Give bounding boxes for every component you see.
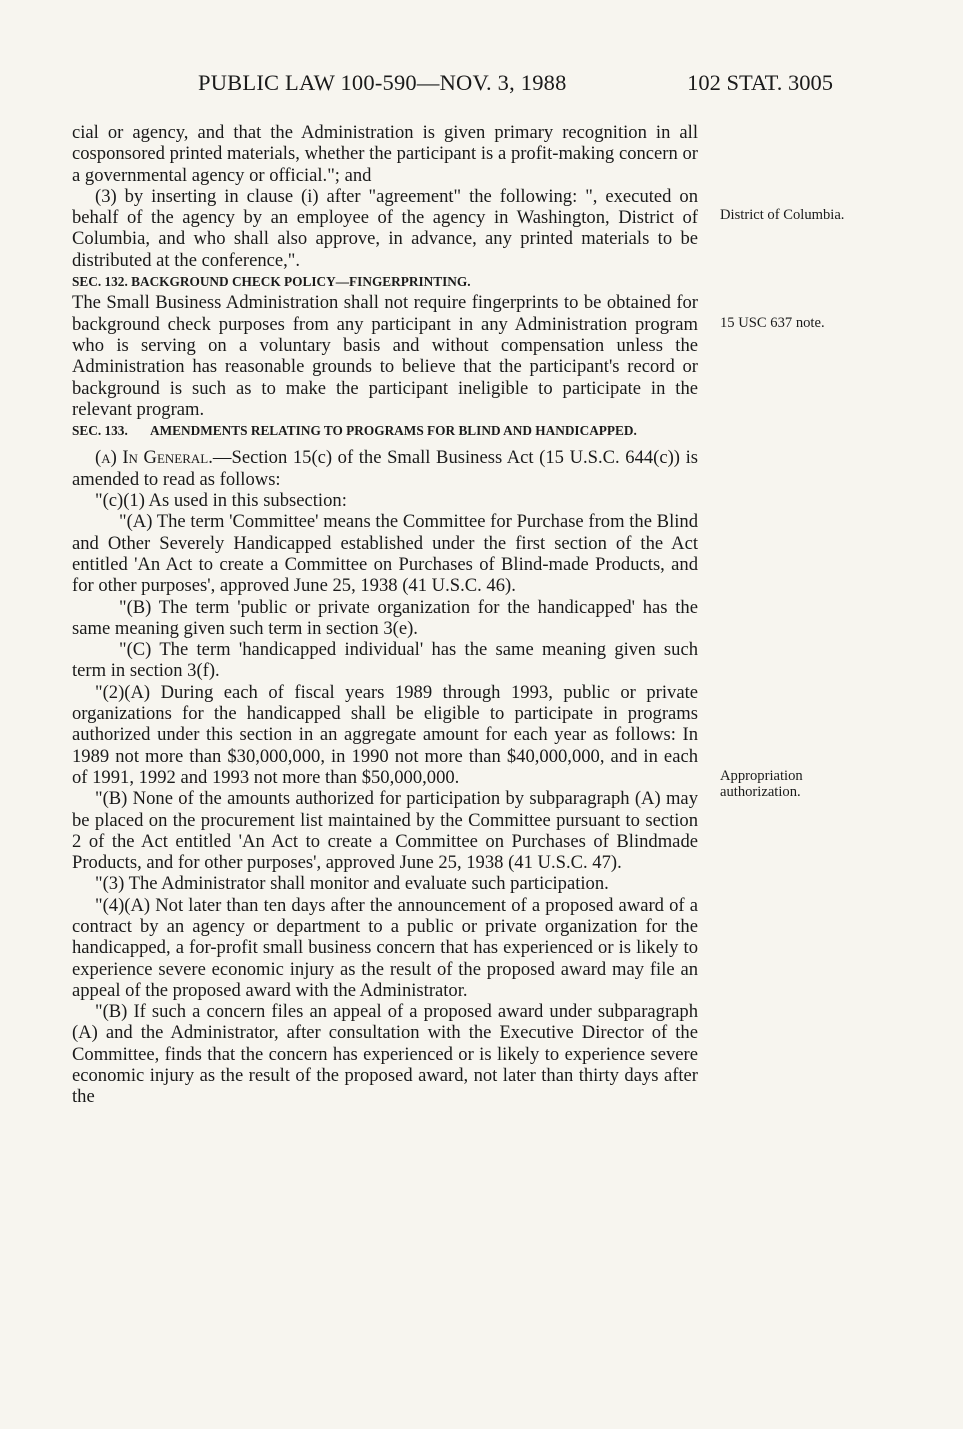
page-header	[0, 70, 963, 106]
section-heading-133	[72, 420, 698, 441]
main-text	[72, 122, 698, 1108]
header-title: PUBLIC LAW 100-590—NOV. 3, 1988	[198, 70, 567, 95]
subsection-heading: (a) In General.	[95, 447, 213, 469]
header-stat-page: 102 STAT. 3005	[687, 70, 833, 95]
paragraph-c4-b: "(B) If such a concern files an appeal of a proposed award under subparagraph (A) and the Administrator, after consultation with the Executive Director of the Committee, finds that the concern has experienced or is likely to experience severe economic injury as the result of the proposed award, not later than thirty days after the	[72, 1001, 698, 1108]
paragraph-c2-b: "(B) None of the amounts authorized for participation by subparagraph (A) may be placed on the procurement list maintained by the Committee pursuant to section 2 of the Act entitled 'An Act to create a Committee on Purchases of Blindmade Products, and for other purposes', approved June 25, 1938 (41 U.S.C. 47).	[72, 788, 698, 874]
margin-note-district: District of Columbia.	[720, 207, 845, 223]
margin-note-appropriation: Appropriation authorization.	[720, 768, 803, 801]
paragraph-c1: "(c)(1) As used in this subsection:	[95, 490, 347, 512]
margin-note-usc: 15 USC 637 note.	[720, 315, 825, 331]
section-title-133: AMENDMENTS RELATING TO PROGRAMS FOR BLIND AND HANDICAPPED.	[150, 423, 637, 439]
paragraph-continuation: cial or agency, and that the Administration is given primary recognition in all cosponsored printed materials, whether the participant is a profit-making concern or a governmental agency or official."; and	[72, 122, 698, 186]
paragraph-c1-a: "(A) The term 'Committee' means the Committee for Purchase from the Blind and Other Severely Handicapped established under the first section of the Act entitled 'An Act to create a Committee on Purchases of Blind-made Products, and for other purposes', approved June 25, 1938 (41 U.S.C. 46).	[72, 511, 698, 597]
paragraph-clause-3: (3) by inserting in clause (i) after "agreement" the following: ", executed on behalf of the agency by an employee of the agency in Washington, District of Columbia, and who shall also approve, in advance, any printed materials to be distributed at the conference,".	[72, 185, 698, 271]
paragraph-c1-b: "(B) The term 'public or private organization for the handicapped' has the same meaning given such term in section 3(e).	[72, 596, 698, 639]
paragraph-subsection-a	[72, 447, 698, 490]
paragraph-c4-a: "(4)(A) Not later than ten days after the announcement of a proposed award of a contract by an agency or department to a public or private organization for the handicapped, a for-profit small business concern that has experienced or is likely to experience severe economic injury as the result of the proposed award may file an appeal of the proposed award with the Administrator.	[72, 894, 698, 1001]
paragraph-c2-a: "(2)(A) During each of fiscal years 1989 through 1993, public or private organizations for the handicapped shall be eligible to participate in programs authorized under this section in an aggregate amount for each year as follows: In 1989 not more than $30,000,000, in 1990 not more than $40,000,000, and in each of 1991, 1992 and 1993 not more than $50,000,000.	[72, 681, 698, 788]
subsection-text: —Section 15(c) of the Small Business Act (15 U.S.C. 644(c)) is amended to read as follows:	[72, 447, 698, 490]
section-number-133: SEC. 133.	[72, 423, 128, 439]
section-heading-132: SEC. 132. BACKGROUND CHECK POLICY—FINGERPRINTING.	[72, 274, 471, 290]
paragraph-c1-c: "(C) The term 'handicapped individual' has the same meaning given such term in section 3(f).	[72, 639, 698, 682]
paragraph-sec-132: The Small Business Administration shall not require fingerprints to be obtained for background check purposes from any participant in any Administration program who is serving on a voluntary basis and without compensation unless the Administration has reasonable grounds to believe that the participant's record or background is such as to make the participant ineligible to participate in the relevant program.	[72, 292, 698, 420]
paragraph-c3: "(3) The Administrator shall monitor and evaluate such participation.	[95, 873, 609, 895]
